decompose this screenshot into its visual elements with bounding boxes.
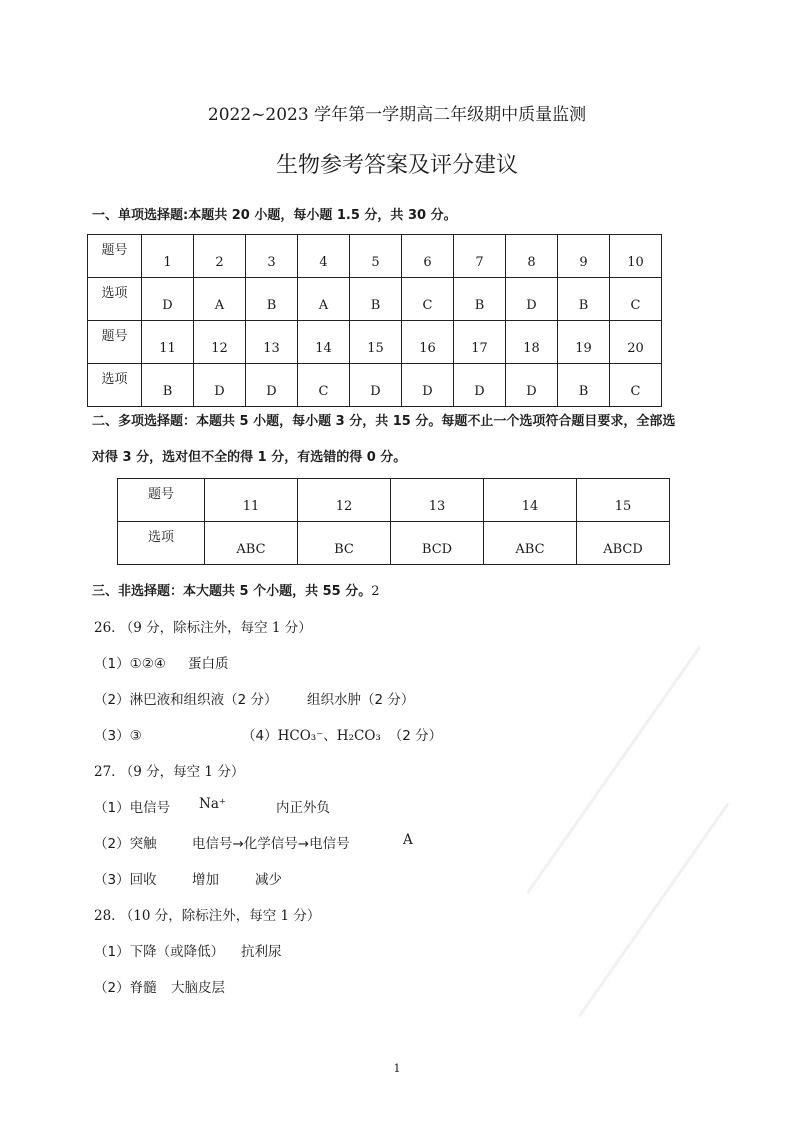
answer-cell: D <box>506 278 558 321</box>
answer-text: 回收 <box>129 872 157 888</box>
q27-answer-line-3 <box>94 868 157 888</box>
answer-cell: D <box>194 364 246 407</box>
question-number: 15 <box>577 479 670 522</box>
section1-heading: 一、单项选择题:本题共 20 小题，每小题 1.5 分，共 30 分。 <box>92 208 457 223</box>
question-number: 6 <box>402 235 454 278</box>
answer-text: 大脑皮层 <box>171 980 225 996</box>
answer-cell: D <box>246 364 298 407</box>
section3-heading-mark: 2 <box>371 584 380 599</box>
question-number: 9 <box>558 235 610 278</box>
answer-cell: D <box>142 278 194 321</box>
answer-text: Na⁺ <box>199 796 226 812</box>
answer-label: 选项 <box>88 278 142 321</box>
answer-text: 下降（或降低） <box>129 944 225 960</box>
answer-text: 抗利尿 <box>241 944 282 960</box>
table-row <box>88 321 662 364</box>
question-label: 题号 <box>118 479 205 522</box>
table-row <box>88 278 662 321</box>
q27-answer-line-1 <box>94 796 170 816</box>
item-number: （3） <box>94 872 130 888</box>
question-number: 11 <box>205 479 298 522</box>
q28-answer-line-1 <box>94 940 224 960</box>
answer-cell: B <box>142 364 194 407</box>
item-number: （1） <box>94 656 130 672</box>
question-number: 4 <box>298 235 350 278</box>
answer-cell: C <box>610 278 662 321</box>
item-number: （4） <box>242 728 278 744</box>
answer-cell: A <box>194 278 246 321</box>
question-number: 10 <box>610 235 662 278</box>
question-number: 2 <box>194 235 246 278</box>
document-title: 2022~2023 学年第一学期高二年级期中质量监测 <box>207 105 587 125</box>
answer-cell: D <box>350 364 402 407</box>
answer-cell: ABC <box>205 522 298 565</box>
answer-label: 选项 <box>88 364 142 407</box>
question-number: 17 <box>454 321 506 364</box>
question-number: 8 <box>506 235 558 278</box>
table-row <box>118 522 670 565</box>
watermark-mark <box>526 646 733 916</box>
question-number: 11 <box>142 321 194 364</box>
q28-heading: 28. （10 分，除标注外，每空 1 分） <box>94 908 321 924</box>
question-number: 12 <box>194 321 246 364</box>
question-number: 13 <box>246 321 298 364</box>
answer-text: 电信号→化学信号→电信号 <box>192 836 350 852</box>
item-number: （1） <box>94 800 130 816</box>
answer-cell: B <box>558 364 610 407</box>
question-number: 5 <box>350 235 402 278</box>
question-number: 15 <box>350 321 402 364</box>
table-row <box>88 235 662 278</box>
answer-text: 脊髓 <box>129 980 157 996</box>
section2-heading-line2: 对得 3 分，选对但不全的得 1 分，有选错的得 0 分。 <box>92 450 407 465</box>
answer-cell: A <box>298 278 350 321</box>
question-number: 16 <box>402 321 454 364</box>
question-number: 1 <box>142 235 194 278</box>
question-number: 18 <box>506 321 558 364</box>
answer-cell: C <box>298 364 350 407</box>
answer-cell: BCD <box>391 522 484 565</box>
answer-text: 减少 <box>255 872 282 888</box>
answer-text: 电信号 <box>129 800 171 816</box>
answer-cell: ABCD <box>577 522 670 565</box>
answer-cell: BC <box>298 522 391 565</box>
answer-cell: B <box>454 278 506 321</box>
question-number: 7 <box>454 235 506 278</box>
answer-cell: B <box>246 278 298 321</box>
table-row <box>118 479 670 522</box>
answer-cell: B <box>558 278 610 321</box>
multi-choice-answer-table <box>117 478 670 565</box>
answer-text: HCO₃⁻、H₂CO₃ <box>277 728 381 744</box>
answer-text: 内正外负 <box>276 800 330 816</box>
document-subtitle: 生物参考答案及评分建议 <box>275 153 518 178</box>
item-number: （2） <box>94 836 130 852</box>
question-number: 14 <box>298 321 350 364</box>
answer-cell: D <box>402 364 454 407</box>
answer-cell: B <box>350 278 402 321</box>
item-number: （2） <box>94 692 130 708</box>
answer-cell: C <box>610 364 662 407</box>
question-number: 14 <box>484 479 577 522</box>
watermark-mark <box>578 803 762 1041</box>
score-note: （2 分） <box>388 728 443 744</box>
table-row <box>88 364 662 407</box>
page-number: 1 <box>393 1062 401 1075</box>
item-number: （3） <box>94 728 130 744</box>
q26-answer-line-1 <box>94 652 166 672</box>
q26-answer-line-4 <box>242 724 442 744</box>
q26-answer-line-2 <box>94 688 277 708</box>
question-label: 题号 <box>88 321 142 364</box>
question-number: 19 <box>558 321 610 364</box>
question-label: 题号 <box>88 235 142 278</box>
q27-heading: 27. （9 分，每空 1 分） <box>94 764 245 780</box>
answer-label: 选项 <box>118 522 205 565</box>
item-number: （2） <box>94 980 130 996</box>
answer-cell: D <box>454 364 506 407</box>
question-number: 12 <box>298 479 391 522</box>
q26-answer-line-3 <box>94 724 142 744</box>
q27-answer-line-2 <box>94 832 157 852</box>
question-number: 20 <box>610 321 662 364</box>
answer-text: 蛋白质 <box>188 656 229 672</box>
answer-text: ①②④ <box>129 656 166 672</box>
answer-text: 组织水肿（2 分） <box>307 692 415 708</box>
answer-cell: C <box>402 278 454 321</box>
q26-heading: 26. （9 分，除标注外，每空 1 分） <box>94 620 312 636</box>
question-number: 13 <box>391 479 484 522</box>
section2-heading-line1: 二、多项选择题：本题共 5 小题，每小题 3 分，共 15 分。每题不止一个选项符合题目要求，全部选 <box>92 414 676 429</box>
answer-cell: ABC <box>484 522 577 565</box>
section3-heading <box>92 580 380 599</box>
answer-cell: D <box>506 364 558 407</box>
item-number: （1） <box>94 944 130 960</box>
q28-answer-line-2 <box>94 976 157 996</box>
single-choice-answer-table <box>87 234 662 407</box>
section3-heading-text: 三、非选择题：本大题共 5 个小题，共 55 分。 <box>92 584 372 599</box>
question-number: 3 <box>246 235 298 278</box>
answer-text: 淋巴液和组织液（2 分） <box>129 692 278 708</box>
answer-text: A <box>403 832 413 848</box>
answer-text: 突触 <box>129 836 157 852</box>
answer-text: ③ <box>129 728 142 744</box>
answer-text: 增加 <box>192 872 219 888</box>
